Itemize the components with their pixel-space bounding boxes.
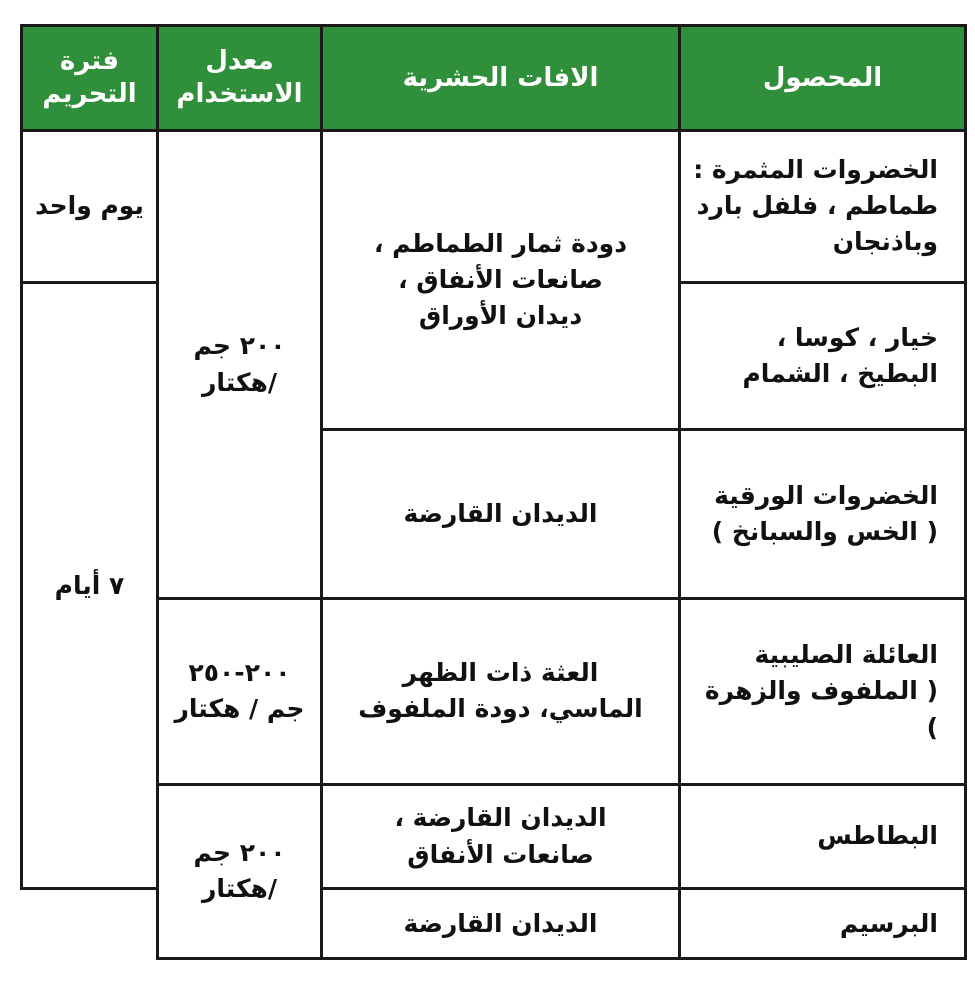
pests-cell: الديدان القارضة ، صانعات الأنفاق: [322, 784, 680, 889]
header-crop: المحصول: [680, 26, 966, 131]
table-wrapper: [20, 24, 964, 960]
crop-cell: خيار ، كوسا ، البطيخ ، الشمام: [680, 282, 966, 429]
phi-cell: ٧ أيام: [22, 282, 158, 889]
crop-cell: الخضروات المثمرة : طماطم ، فلفل بارد وباذنجان: [680, 130, 966, 282]
crop-cell: البطاطس: [680, 784, 966, 889]
table-row: [22, 784, 966, 889]
table-row: [22, 599, 966, 784]
header-phi: فترة التحريم: [22, 26, 158, 131]
crop-cell: العائلة الصليبية ( الملفوف والزهرة ): [680, 599, 966, 784]
table-row: [22, 130, 966, 282]
phi-cell: يوم واحد: [22, 130, 158, 282]
crop-cell: البرسيم: [680, 889, 966, 959]
rate-cell: ٢٠٠ جم /هكتار: [158, 130, 322, 599]
rate-cell: ٢٠٠-٢٥٠ جم / هكتار: [158, 599, 322, 784]
pests-cell: الديدان القارضة: [322, 430, 680, 599]
pesticide-usage-table: [20, 24, 967, 960]
header-row: [22, 26, 966, 131]
rate-cell: ٢٠٠ جم /هكتار: [158, 784, 322, 958]
pests-cell: الديدان القارضة: [322, 889, 680, 959]
header-rate: معدل الاستخدام: [158, 26, 322, 131]
pests-cell: العثة ذات الظهر الماسي، دودة الملفوف: [322, 599, 680, 784]
header-pests: الافات الحشرية: [322, 26, 680, 131]
pests-cell: دودة ثمار الطماطم ، صانعات الأنفاق ، ديدان الأوراق: [322, 130, 680, 429]
crop-cell: الخضروات الورقية ( الخس والسبانخ ): [680, 430, 966, 599]
